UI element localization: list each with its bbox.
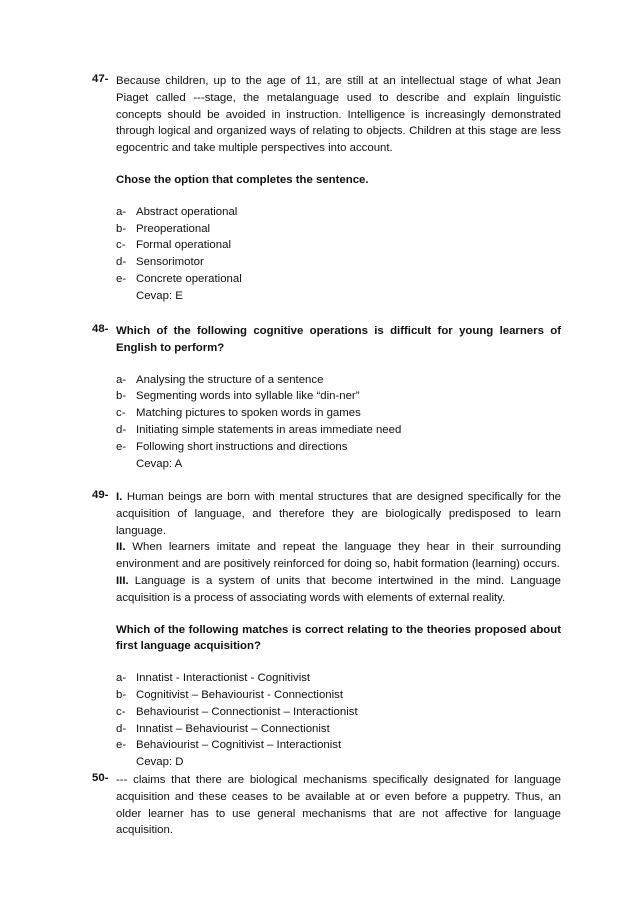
question-50 [93,772,561,839]
option-d [116,721,561,738]
option-letter: b- [116,222,127,235]
option-text: Behaviourist – Connectionist – Interactionist [136,705,358,718]
option-text: Behaviourist – Cognitivist – Interactionist [136,739,342,752]
question-number: 50- [92,772,109,784]
statement-numeral: II. [116,541,126,554]
option-letter: c- [116,407,126,420]
option-b [116,687,561,704]
options-list [116,670,561,771]
option-letter: e- [116,272,127,285]
option-d [116,254,561,271]
statement-3 [116,573,561,607]
option-d [116,422,561,439]
option-c [116,704,561,721]
option-text: Formal operational [136,239,231,252]
answer-key: Cevap: A [136,457,183,470]
question-instruction: Which of the following matches is correct relating to the theories proposed about first language acquisition? [116,623,561,653]
option-text: Sensorimotor [136,256,204,269]
option-e [116,737,561,754]
statement-numeral: III. [116,574,129,587]
option-c [116,237,561,254]
option-text: Initiating simple statements in areas immediate need [136,423,402,436]
answer-key: Cevap: D [136,756,184,769]
option-letter: d- [116,722,127,735]
option-e [116,271,561,288]
option-letter: c- [116,239,126,252]
option-a [116,204,561,221]
statement-text: Language is a system of units that become intertwined in the mind. Language acquisition is a process of associating words with elements of external reality. [116,574,561,604]
options-list [116,372,561,473]
question-number: 47- [92,73,109,85]
option-text: Analysing the structure of a sentence [136,373,324,386]
option-letter: e- [116,440,127,453]
option-text: Segmenting words into syllable like “din-ner” [136,390,360,403]
option-text: Matching pictures to spoken words in games [136,407,361,420]
answer-key: Cevap: E [136,289,183,302]
option-letter: e- [116,739,127,752]
question-stem: Which of the following cognitive operations is difficult for young learners of English to perform? [116,325,561,354]
question-47 [93,73,561,305]
option-e [116,439,561,456]
option-text: Innatist - Interactionist - Cognitivist [136,672,311,685]
option-letter: c- [116,705,126,718]
option-letter: d- [116,423,127,436]
option-text: Preoperational [136,222,211,235]
options-list [116,204,561,305]
option-b [116,221,561,238]
statement-numeral: I. [116,491,123,503]
option-a [116,372,561,389]
option-letter: b- [116,688,127,701]
option-text: Abstract operational [136,205,238,218]
question-49 [93,489,561,771]
option-b [116,388,561,405]
question-instruction: Chose the option that completes the sentence. [116,173,369,186]
option-text: Following short instructions and directions [136,440,348,453]
option-letter: a- [116,672,127,685]
option-letter: a- [116,205,127,218]
option-text: Innatist – Behaviourist – Connectionist [136,722,330,735]
question-stem: Because children, up to the age of 11, are still at an intellectual stage of what Jean Piaget called ---stage, the metalanguage used to describe and explain linguistic concepts should be avoided in instruction. Intelligence is increasingly demonstrated through logical and organized ways of relating to objects. Children at this stage are less egocentric and take multiple perspectives into account. [116,75,561,155]
option-letter: a- [116,373,127,386]
question-number: 48- [92,323,109,335]
question-stem: --- claims that there are biological mechanisms specifically designated for language acquisition and these ceases to be available at or even before a puppetry. Thus, an older learner has to use general mechanisms that are not affective for language acquisition. [116,774,561,837]
statement-text: Human beings are born with mental structures that are designed specifically for the acquisition of language, and therefore they are biologically predisposed to learn language. [116,491,562,537]
option-c [116,405,561,422]
statement-text: When learners imitate and repeat the language they hear in their surrounding environment and are positively reinforced for doing so, habit formation (learning) occurs. [116,541,561,571]
option-letter: b- [116,390,127,403]
option-text: Cognitivist – Behaviourist - Connectionist [136,688,344,701]
option-letter: d- [116,256,127,269]
question-number: 49- [92,489,109,501]
statement-1 [116,489,561,539]
question-48 [93,323,561,472]
option-text: Concrete operational [136,272,242,285]
option-a [116,670,561,687]
statement-2 [116,539,561,573]
